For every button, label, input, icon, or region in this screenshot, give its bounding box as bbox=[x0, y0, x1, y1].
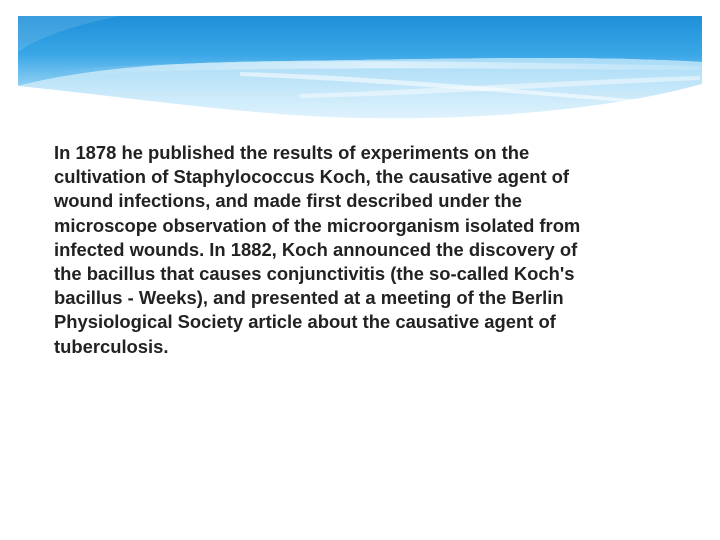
slide-body-text: In 1878 he published the results of experiments on the cultivation of Staphylococcus Koch, the causative agent of wound infections, and made first described under the microscope observation of the microorganism isolated from infected wounds. In 1882, Koch announced the discovery of the bacillus that causes conjunctivitis (the so-called Koch's bacillus - Weeks), and presented at a meeting of the Berlin Physiological Society article about the causative agent of tuberculosis. bbox=[54, 142, 581, 357]
header-wave-banner bbox=[0, 0, 720, 140]
